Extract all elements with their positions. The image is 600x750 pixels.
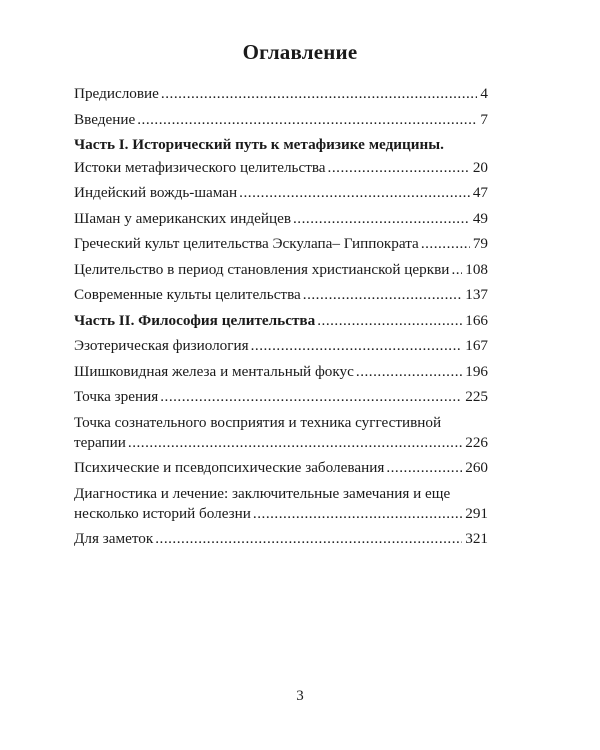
dot-leader [356, 362, 462, 382]
dot-leader [239, 183, 470, 203]
toc-entry-page: 167 [465, 337, 488, 354]
dot-leader [386, 458, 462, 478]
toc-part-label: Часть II. Философия целительства [74, 311, 316, 329]
toc-entry-indian-chief[interactable] [74, 183, 488, 203]
toc-entry-page: 108 [465, 260, 488, 278]
toc-entry-label-line1: Точка сознательного восприятия и техника суггестивной [74, 413, 442, 431]
toc-entry-greek-cult[interactable] [74, 234, 488, 254]
toc-entry-page: 47 [472, 184, 488, 201]
toc-entry-preface[interactable] [74, 84, 488, 104]
toc-entry-page: 4 [480, 85, 488, 102]
toc-part-1-heading[interactable] [74, 135, 488, 155]
page-title: Оглавление [242, 40, 358, 64]
toc-entry-diagnostics[interactable] [74, 484, 488, 524]
toc-entry-conscious-perception[interactable] [74, 413, 488, 453]
toc-entry-label-line2: терапии [74, 433, 126, 451]
toc-entry-label: Современные культы целительства [74, 286, 301, 303]
toc-entry-label: Греческий культ целительства Эскулапа– Гиппократа [74, 235, 419, 252]
dot-leader [421, 234, 470, 254]
toc-entry-label: Точка зрения [74, 388, 159, 405]
toc-part-2-heading[interactable] [74, 311, 488, 331]
page-number: 3 [296, 688, 304, 704]
dot-leader [160, 387, 462, 407]
toc-entry-pineal-gland[interactable] [74, 362, 488, 382]
toc-part-label: Часть I. Исторический путь к метафизике медицины. [74, 136, 444, 153]
dot-leader [128, 433, 462, 453]
toc-entry-point-of-view[interactable] [74, 387, 488, 407]
toc-entry-label: Введение [74, 110, 136, 128]
toc-entry-label-line1: Диагностика и лечение: заключительные замечания и еще [74, 484, 451, 502]
dot-leader [451, 260, 462, 280]
dot-leader [317, 311, 462, 331]
dot-leader [328, 158, 470, 178]
toc-entry-page: 7 [480, 110, 488, 128]
dot-leader [155, 529, 462, 549]
toc-entry-introduction[interactable] [74, 110, 488, 130]
toc-entry-page: 49 [472, 209, 488, 227]
toc-entry-label-line2: несколько историй болезни [74, 504, 251, 522]
table-of-contents [74, 84, 488, 555]
toc-entry-christian-church[interactable] [74, 260, 488, 280]
toc-entry-label: Эзотерическая физиология [74, 337, 249, 354]
toc-entry-label: Психические и псевдопсихические заболевания [74, 459, 385, 476]
toc-entry-page: 137 [465, 286, 488, 303]
toc-entry-origins[interactable] [74, 158, 488, 178]
toc-entry-page: 79 [472, 235, 488, 252]
toc-entry-label: Истоки метафизического целительства [74, 158, 326, 176]
toc-entry-page: 20 [472, 158, 488, 176]
toc-entry-label: Предисловие [74, 85, 159, 102]
toc-entry-label: Для заметок [74, 530, 154, 547]
toc-entry-notes[interactable] [74, 529, 488, 549]
dot-leader [137, 110, 477, 130]
toc-entry-esoteric-physiology[interactable] [74, 336, 488, 356]
toc-entry-page: 226 [465, 433, 488, 451]
toc-entry-label: Шаман у американских индейцев [74, 209, 291, 227]
toc-entry-page: 260 [465, 459, 488, 476]
toc-entry-american-shaman[interactable] [74, 209, 488, 229]
dot-leader [253, 504, 462, 524]
toc-entry-page: 291 [465, 504, 488, 522]
toc-entry-page: 321 [465, 530, 488, 547]
dot-leader [293, 209, 470, 229]
toc-entry-page: 225 [465, 388, 488, 405]
toc-entry-modern-cults[interactable] [74, 285, 488, 305]
toc-entry-psychic-diseases[interactable] [74, 458, 488, 478]
dot-leader [303, 285, 462, 305]
toc-entry-label: Индейский вождь-шаман [74, 184, 238, 201]
toc-entry-label: Шишковидная железа и ментальный фокус [74, 362, 354, 380]
toc-entry-label: Целительство в период становления христианской церкви [74, 260, 450, 278]
dot-leader [161, 84, 477, 104]
toc-entry-page: 166 [465, 311, 488, 329]
dot-leader [251, 336, 463, 356]
toc-entry-page: 196 [465, 362, 488, 380]
